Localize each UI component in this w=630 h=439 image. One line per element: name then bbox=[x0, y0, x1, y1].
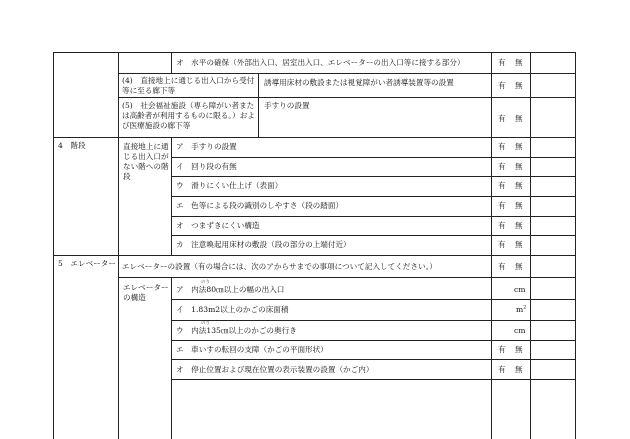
item-level-entrance: オ 水平の確保（外部出入口、居室出入口、エレベーターの出入口等に接する部分） bbox=[176, 58, 465, 67]
unit-cm: cm bbox=[514, 326, 526, 335]
column-divider-item bbox=[258, 73, 259, 137]
stairs-item: オ つまずきにくい構造 bbox=[176, 221, 260, 230]
elevator-item: イ 1.83m2以上のかごの床面積 bbox=[176, 305, 289, 314]
table-border-left bbox=[53, 52, 54, 439]
item-handrail: 手すりの設置 bbox=[264, 101, 310, 110]
row-divider bbox=[171, 379, 576, 380]
answer-yes[interactable]: 有 bbox=[498, 365, 506, 374]
elevator-installation: エレベーターの設置（有の場合には、次のアからサまでの事項について記入してください。） bbox=[122, 262, 437, 271]
row-divider bbox=[118, 73, 576, 74]
ruby-annotation: のり bbox=[201, 321, 210, 326]
elevator-item: オ 停止位置および現在位置の表示装置の設置（かご内） bbox=[176, 365, 374, 374]
answer-yes[interactable]: 有 bbox=[498, 162, 506, 171]
row-divider bbox=[171, 176, 576, 177]
answer-no[interactable]: 無 bbox=[515, 262, 523, 271]
stairs-item: カ 注意喚起用床材の敷設（段の部分の上端付近） bbox=[176, 240, 351, 249]
answer-no[interactable]: 無 bbox=[515, 201, 523, 210]
row-divider bbox=[118, 97, 576, 98]
stairs-subcategory: 直接地上に通じる出入口がない階への階段 bbox=[123, 142, 169, 181]
answer-no[interactable]: 無 bbox=[515, 345, 523, 354]
answer-no[interactable]: 無 bbox=[515, 58, 523, 67]
row-divider bbox=[118, 277, 576, 278]
answer-no[interactable]: 無 bbox=[515, 81, 523, 90]
row-divider bbox=[171, 359, 576, 360]
unit-superscript: 2 bbox=[523, 304, 527, 311]
stairs-item: イ 回り段の有無 bbox=[176, 162, 237, 171]
stairs-item: エ 色等による段の識別のしやすさ（段の踏面） bbox=[176, 201, 344, 210]
row-divider bbox=[171, 299, 576, 300]
unit-cm: cm bbox=[514, 285, 526, 294]
answer-yes[interactable]: 有 bbox=[498, 58, 506, 67]
answer-no[interactable]: 無 bbox=[515, 142, 523, 151]
ruby-annotation: のり bbox=[201, 280, 210, 285]
unit-square-meter bbox=[516, 305, 526, 315]
answer-yes[interactable]: 有 bbox=[498, 181, 506, 190]
row-divider bbox=[171, 216, 576, 217]
answer-yes[interactable]: 有 bbox=[498, 81, 506, 90]
row-divider bbox=[171, 340, 576, 341]
unit-m: m bbox=[516, 305, 524, 314]
answer-yes[interactable]: 有 bbox=[498, 262, 506, 271]
answer-no[interactable]: 無 bbox=[515, 181, 523, 190]
answer-no[interactable]: 無 bbox=[515, 162, 523, 171]
column-divider-remarks bbox=[530, 52, 531, 439]
elevator-structure-label: エレベーターの構造 bbox=[123, 283, 169, 302]
category-welfare-corridor: (5) 社会福祉施設（専ら障がい者または高齢者が利用するものに限る。）および医療施設の廊下等 bbox=[122, 101, 255, 130]
elevator-item: エ 車いすの転回の支障（かごの平面形状） bbox=[176, 345, 328, 354]
column-divider-answer bbox=[491, 52, 492, 439]
stairs-item: ウ 滑りにくい仕上げ（表面） bbox=[176, 181, 283, 190]
row-divider bbox=[53, 255, 576, 256]
column-divider-sub bbox=[171, 277, 172, 439]
answer-no[interactable]: 無 bbox=[515, 221, 523, 230]
elevator-item: ア 内法80㎝以上の幅の出入口 bbox=[176, 285, 285, 294]
table-border-top bbox=[53, 52, 576, 53]
answer-no[interactable]: 無 bbox=[515, 240, 523, 249]
answer-yes[interactable]: 有 bbox=[498, 221, 506, 230]
stairs-item: ア 手すりの設置 bbox=[176, 142, 237, 151]
row-divider bbox=[171, 157, 576, 158]
item-guidance-floor: 誘導用床材の敷設または視覚障がい者誘導装置等の設置 bbox=[264, 78, 454, 87]
section-stairs-label: 4 階段 bbox=[58, 141, 86, 150]
elevator-item: ウ 内法135㎝以上のかごの奥行き bbox=[176, 326, 297, 335]
row-divider bbox=[53, 137, 576, 138]
category-corridor-to-reception: (4) 直接地上に通じる出入口から受付等に至る廊下等 bbox=[122, 76, 255, 95]
column-divider-label bbox=[118, 52, 119, 439]
answer-yes[interactable]: 有 bbox=[498, 201, 506, 210]
row-divider bbox=[171, 196, 576, 197]
answer-yes[interactable]: 有 bbox=[498, 114, 506, 123]
answer-yes[interactable]: 有 bbox=[498, 240, 506, 249]
section-elevator-label: 5 エレベーター bbox=[58, 259, 116, 268]
row-divider bbox=[171, 320, 576, 321]
table-border-right bbox=[575, 52, 576, 439]
column-divider-sub bbox=[171, 52, 172, 73]
answer-yes[interactable]: 有 bbox=[498, 142, 506, 151]
answer-no[interactable]: 無 bbox=[515, 114, 523, 123]
row-divider bbox=[171, 235, 576, 236]
answer-yes[interactable]: 有 bbox=[498, 345, 506, 354]
answer-no[interactable]: 無 bbox=[515, 365, 523, 374]
